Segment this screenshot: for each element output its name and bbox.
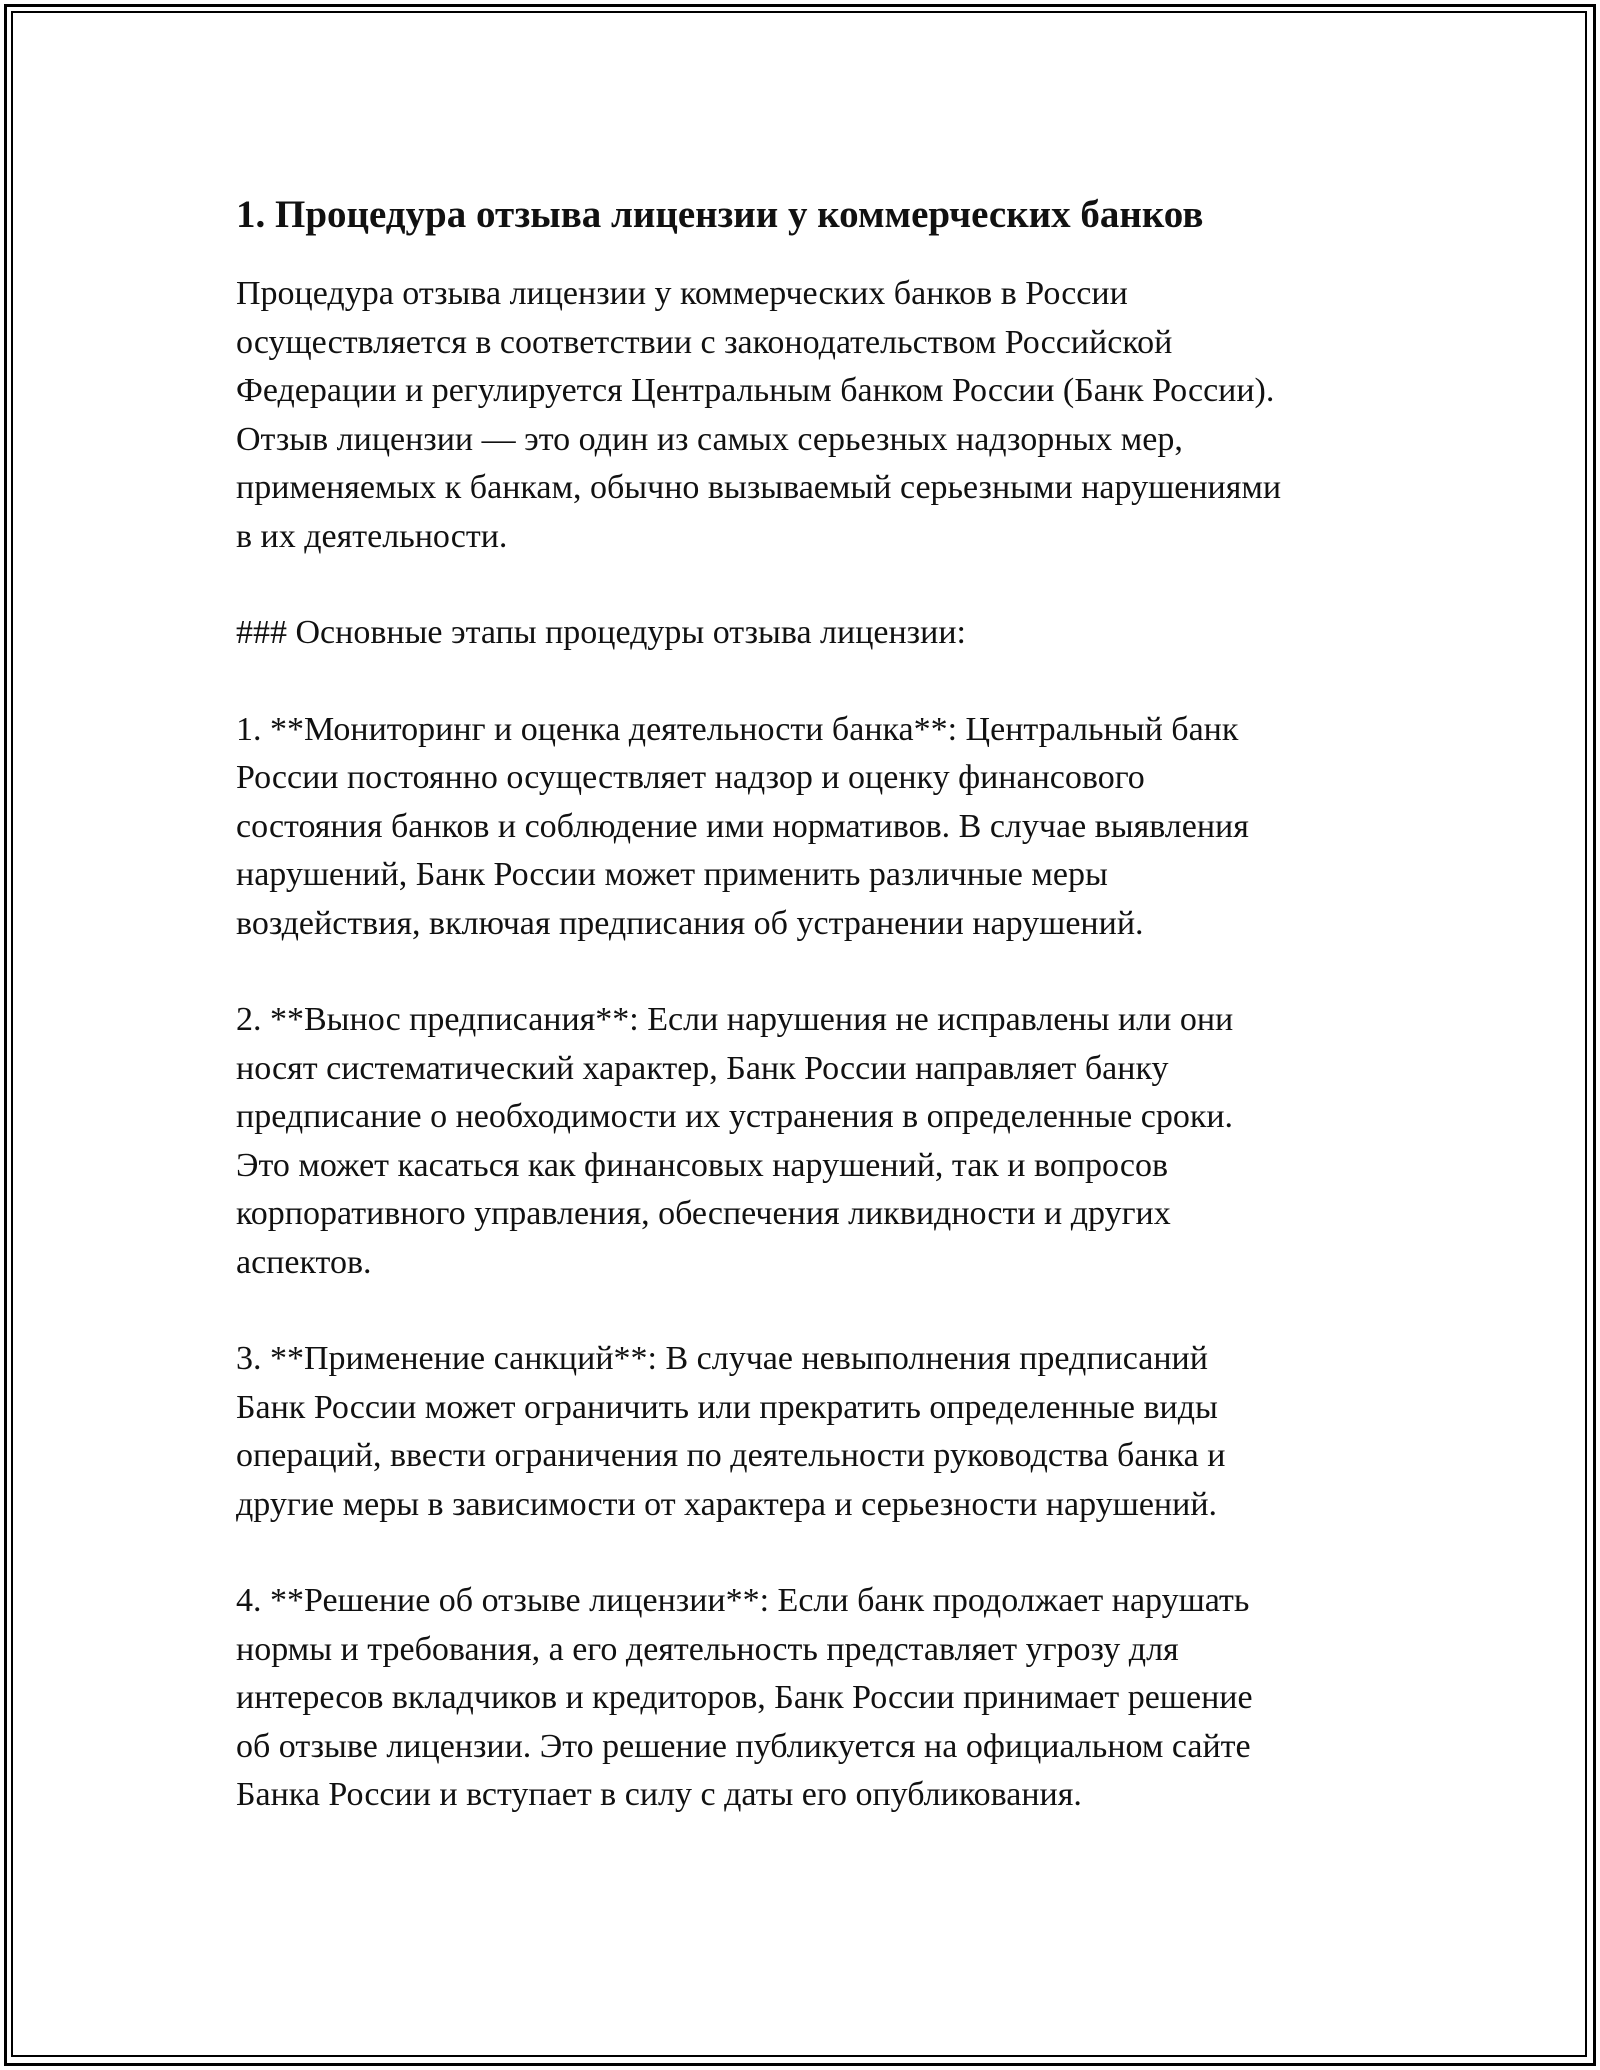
stage-2-paragraph	[236, 996, 1376, 1287]
text-line: 4. **Решение об отзыве лицензии**: Если банк продолжает нарушать	[236, 1582, 1250, 1619]
text-line: воздействия, включая предписания об устранении нарушений.	[236, 904, 1144, 942]
text-line: нарушений, Банк России может применить различные меры	[236, 856, 1108, 893]
section-heading-paragraph	[236, 609, 1376, 658]
text-line: 2. **Вынос предписания**: Если нарушения не исправлены или они	[236, 1001, 1234, 1038]
document-title: 1. Процедура отзыва лицензии у коммерческих банков	[236, 193, 1204, 236]
text-line: 3. **Применение санкций**: В случае невыполнения предписаний	[236, 1340, 1208, 1377]
text-line: Банк России может ограничить или прекратить определенные виды	[236, 1388, 1218, 1426]
text-line: осуществляется в соответствии с законодательством Российской	[236, 323, 1173, 361]
text-line: ### Основные этапы процедуры отзыва лицензии:	[236, 614, 966, 651]
text-line: предписание о необходимости их устранения в определенные сроки.	[236, 1098, 1234, 1135]
text-line: Отзыв лицензии — это один из самых серьезных надзорных мер,	[236, 420, 1183, 458]
text-line: нормы и требования, а его деятельность представляет угрозу для	[236, 1630, 1179, 1668]
document-page	[236, 190, 1376, 1868]
stage-4-paragraph	[236, 1577, 1376, 1820]
text-line: носят систематический характер, Банк России направляет банку	[236, 1049, 1169, 1087]
text-line: 1. **Мониторинг и оценка деятельности банка**: Центральный банк	[236, 710, 1239, 748]
text-line: операций, ввести ограничения по деятельности руководства банка и	[236, 1437, 1226, 1474]
intro-paragraph	[236, 270, 1376, 561]
text-line: другие меры в зависимости от характера и серьезности нарушений.	[236, 1485, 1218, 1523]
stage-1-paragraph	[236, 706, 1376, 949]
text-line: аспектов.	[236, 1243, 372, 1281]
text-line: Это может касаться как финансовых нарушений, так и вопросов	[236, 1146, 1169, 1184]
text-line: интересов вкладчиков и кредиторов, Банк России принимает решение	[236, 1679, 1253, 1716]
text-line: в их деятельности.	[236, 517, 508, 555]
text-line: России постоянно осуществляет надзор и оценку финансового	[236, 759, 1145, 796]
text-line: Процедура отзыва лицензии у коммерческих банков в России	[236, 275, 1128, 312]
text-line: состояния банков и соблюдение ими нормативов. В случае выявления	[236, 807, 1249, 845]
text-line: об отзыве лицензии. Это решение публикуется на официальном сайте	[236, 1727, 1251, 1765]
text-line: Банка России и вступает в силу с даты его опубликования.	[236, 1776, 1082, 1813]
text-line: применяемых к банкам, обычно вызываемый серьезными нарушениями	[236, 469, 1282, 506]
stage-3-paragraph	[236, 1335, 1376, 1529]
text-line: корпоративного управления, обеспечения ликвидности и других	[236, 1195, 1171, 1232]
text-line: Федерации и регулируется Центральным банком России (Банк России).	[236, 372, 1275, 409]
